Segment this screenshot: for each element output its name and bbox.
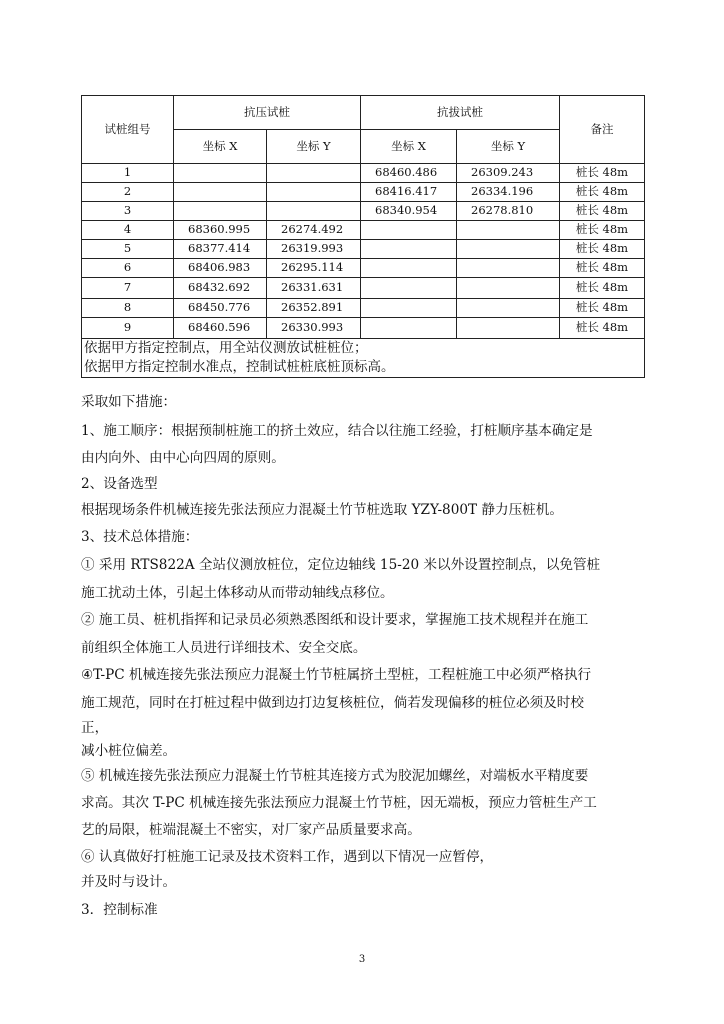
body-line: 前组织全体施工人员进行详细技术、安全交底。 — [81, 640, 367, 656]
body-line: 根据现场条件机械连接先张法预应力混凝土竹节桩选取 YZY-800T 静力压桩机。 — [81, 502, 563, 518]
body-line: 艺的局限，桩端混凝土不密实，对厂家产品质量要求高。 — [81, 822, 421, 838]
body-line: 并及时与设计。 — [81, 874, 177, 890]
uplift-x-cell: 68340.954 — [361, 202, 457, 221]
compression-x-cell — [174, 202, 267, 221]
compression-x-cell: 68450.776 — [174, 299, 267, 318]
uplift-y-cell: 26334.196 — [457, 183, 560, 202]
test-pile-table — [81, 95, 645, 378]
header-uplift-y: 坐标 Y — [457, 130, 560, 164]
uplift-y-cell: 26278.810 — [457, 202, 560, 221]
remark-cell: 桩长 48m — [560, 183, 645, 202]
body-line: ② 施工员、桩机指挥和记录员必须熟悉图纸和设计要求，掌握施工技术规程并在施工 — [81, 612, 589, 628]
remark-cell: 桩长 48m — [560, 278, 645, 299]
uplift-x-cell — [361, 259, 457, 278]
compression-y-cell: 26352.891 — [267, 299, 361, 318]
body-line: 3、技术总体措施： — [81, 529, 199, 545]
uplift-x-cell — [361, 278, 457, 299]
body-line: 2、设备选型 — [81, 476, 158, 492]
table-row — [82, 259, 645, 278]
body-line: 正， — [81, 720, 109, 736]
compression-x-cell — [174, 164, 267, 183]
remark-cell: 桩长 48m — [560, 259, 645, 278]
table-row — [82, 299, 645, 318]
body-line: 施工规范，同时在打桩过程中做到边打边复核桩位，倘若发现偏移的桩位必须及时校 — [81, 695, 584, 711]
body-line: 减小桩位偏差。 — [81, 743, 177, 759]
uplift-x-cell — [361, 318, 457, 339]
table-row — [82, 278, 645, 299]
uplift-y-cell — [457, 259, 560, 278]
compression-x-cell: 68377.414 — [174, 240, 267, 259]
table-row — [82, 318, 645, 339]
uplift-x-cell — [361, 240, 457, 259]
table-notes-row — [82, 339, 645, 378]
uplift-y-cell — [457, 318, 560, 339]
header-compression-y: 坐标 Y — [267, 130, 361, 164]
compression-y-cell: 26319.993 — [267, 240, 361, 259]
table-row — [82, 183, 645, 202]
body-line: ④T-PC 机械连接先张法预应力混凝土竹节桩属挤土型桩，工程桩施工中必须严格执行 — [81, 667, 592, 683]
compression-y-cell: 26274.492 — [267, 221, 361, 240]
compression-y-cell — [267, 183, 361, 202]
remark-cell: 桩长 48m — [560, 318, 645, 339]
uplift-y-cell — [457, 221, 560, 240]
remark-cell: 桩长 48m — [560, 202, 645, 221]
pile-group-id-cell: 2 — [82, 183, 174, 202]
uplift-x-cell: 68460.486 — [361, 164, 457, 183]
header-group-id: 试桩组号 — [82, 96, 174, 164]
body-line: ⑤ 机械连接先张法预应力混凝土竹节桩其连接方式为胶泥加螺丝，对端板水平精度要 — [81, 768, 589, 784]
remark-cell: 桩长 48m — [560, 299, 645, 318]
pile-group-id-cell: 9 — [82, 318, 174, 339]
uplift-y-cell — [457, 299, 560, 318]
body-line: 3．控制标准 — [81, 902, 158, 918]
table-header-row — [82, 96, 645, 130]
body-line: 施工扰动土体，引起土体移动从而带动轴线点移位。 — [81, 585, 394, 601]
compression-y-cell — [267, 164, 361, 183]
header-uplift-test: 抗拔试桩 — [361, 96, 560, 130]
pile-group-id-cell: 4 — [82, 221, 174, 240]
pile-group-id-cell: 3 — [82, 202, 174, 221]
pile-group-id-cell: 6 — [82, 259, 174, 278]
compression-y-cell — [267, 202, 361, 221]
compression-x-cell — [174, 183, 267, 202]
table-row — [82, 164, 645, 183]
page-number: 3 — [358, 954, 366, 965]
table-row — [82, 221, 645, 240]
table-note-line: 依据甲方指定控制水准点，控制试桩桩底桩顶标高。 — [84, 359, 395, 375]
compression-x-cell: 68432.692 — [174, 278, 267, 299]
compression-y-cell: 26295.114 — [267, 259, 361, 278]
uplift-x-cell: 68416.417 — [361, 183, 457, 202]
body-line: 采取如下措施： — [81, 394, 177, 410]
body-line: 由内向外、由中心向四周的原则。 — [81, 450, 285, 466]
uplift-y-cell — [457, 278, 560, 299]
uplift-x-cell — [361, 299, 457, 318]
compression-x-cell: 68406.983 — [174, 259, 267, 278]
pile-group-id-cell: 5 — [82, 240, 174, 259]
body-line: ① 采用 RTS822A 全站仪测放桩位，定位边轴线 15-20 米以外设置控制点，以免管桩 — [81, 557, 601, 573]
body-line: 1、施工顺序：根据预制桩施工的挤土效应，结合以往施工经验，打桩顺序基本确定是 — [81, 423, 593, 439]
body-line: ⑥ 认真做好打桩施工记录及技术资料工作，遇到以下情况一应暂停， — [81, 849, 494, 865]
uplift-x-cell — [361, 221, 457, 240]
uplift-y-cell — [457, 240, 560, 259]
table-row — [82, 240, 645, 259]
pile-group-id-cell: 8 — [82, 299, 174, 318]
remark-cell: 桩长 48m — [560, 221, 645, 240]
header-compression-x: 坐标 X — [174, 130, 267, 164]
pile-group-id-cell: 1 — [82, 164, 174, 183]
table-row — [82, 202, 645, 221]
body-line: 求高。其次 T-PC 机械连接先张法预应力混凝土竹节桩，因无端板，预应力管桩生产工 — [81, 795, 597, 811]
header-compression-test: 抗压试桩 — [174, 96, 361, 130]
compression-x-cell: 68360.995 — [174, 221, 267, 240]
table-note-line: 依据甲方指定控制点，用全站仪测放试桩桩位； — [84, 340, 368, 356]
compression-y-cell: 26331.631 — [267, 278, 361, 299]
remark-cell: 桩长 48m — [560, 240, 645, 259]
pile-group-id-cell: 7 — [82, 278, 174, 299]
header-remarks: 备注 — [560, 96, 645, 164]
compression-x-cell: 68460.596 — [174, 318, 267, 339]
remark-cell: 桩长 48m — [560, 164, 645, 183]
header-uplift-x: 坐标 X — [361, 130, 457, 164]
table-notes-cell — [82, 339, 645, 378]
uplift-y-cell: 26309.243 — [457, 164, 560, 183]
compression-y-cell: 26330.993 — [267, 318, 361, 339]
